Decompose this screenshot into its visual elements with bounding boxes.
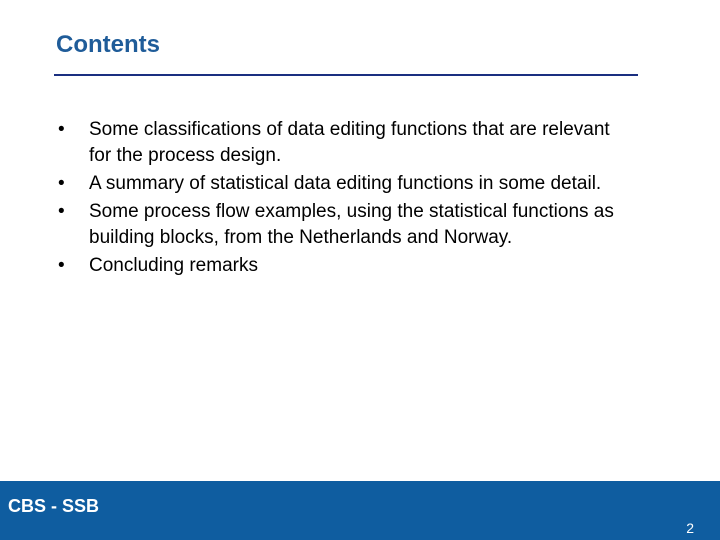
bullet-list [58,117,633,281]
page-number: 2 [686,520,694,536]
list-item [58,171,633,197]
list-item [58,199,633,251]
bullet-icon: • [58,173,65,194]
list-item [58,117,633,169]
list-item [58,253,633,279]
slide-title: Contents [56,31,160,58]
bullet-icon: • [58,255,65,276]
bullet-icon: • [58,119,65,140]
bullet-text: Some classifications of data editing functions that are relevant for the process design. [89,119,610,166]
footer-label: CBS - SSB [8,496,100,516]
title-divider [54,74,638,76]
bullet-icon: • [58,201,65,222]
footer-bar [0,481,720,540]
bullet-text: Some process flow examples, using the statistical functions as building blocks, from the Netherlands and Norway. [89,201,614,248]
bullet-text: A summary of statistical data editing functions in some detail. [89,173,602,194]
bullet-text: Concluding remarks [89,255,258,276]
